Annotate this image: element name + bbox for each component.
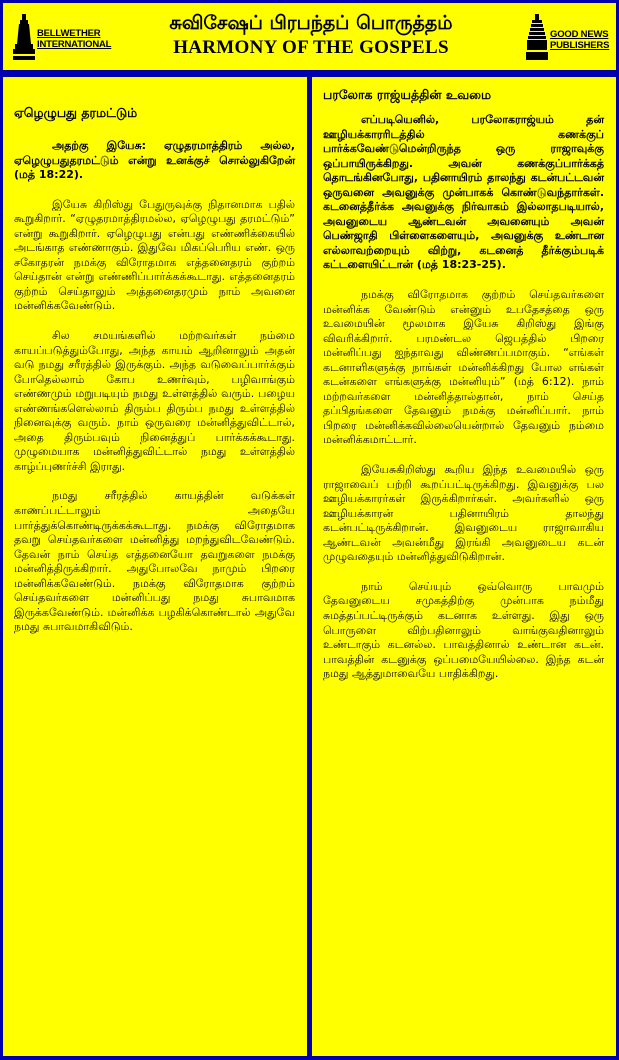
good-news-logo [520,7,612,66]
right-paragraph: நமக்கு விரோதமாக குற்றம் செய்தவர்களை மன்னிக்க வேண்டும் என்னும் உபதேசத்தை ஒரு உவமையின் மூலமாக இயேசு கிறிஸ்து இங்கு விவரிக்கிறார். பரமண்டல ஜெபத்தில் பிறரை மன்னிப்பது ஐந்தாவது விண்ணப்பமாகும். “எங்கள் கடனாளிகளுக்கு நாங்கள் மன்னிக்கிறது போல எங்கள் கடன்களை எங்களுக்கு மன்னியும்” (மத் 6:12). நாம் மற்றவர்களை மன்னித்தால்தான், நாம் செய்த தப்பிதங்களை தேவனும் நமக்கு மன்னிப்பார். நாம் பிறரை மன்னிக்கவில்லையென்றால் தேவனும் நம்மை மன்னிக்கமாட்டார். [323,288,604,447]
right-column [312,77,616,1056]
title-tamil: சுவிசேஷப் பிரபந்தப் பொருத்தம் [169,12,453,34]
left-paragraph: நமது சரீரத்தில் காயத்தின் வடுக்கள் காணப்பட்டாலும் அதையே பார்த்துக்கொண்டிருக்கக்கூடாது. நமக்கு விரோதமாக தவறு செய்தவர்களை மன்னித்து மறந்துவிடவேண்டும். தேவன் நாம் செய்த எத்தனையோ தவறுகளை நமக்கு மன்னித்திருக்கிறார். அதுபோலவே நாமும் பிறரை மன்னிக்கவேண்டும். நமக்கு விரோதமாக குற்றம் செய்தவர்களை மன்னிப்பது நமது சுபாவமாக இருக்கவேண்டும். மன்னிக்க பழகிக்கொண்டால் அதுவே நமது சுபாவமாகிவிடும். [14,489,295,634]
right-paragraph-verse: எப்படியெனில், பரலோகராஜ்யம் தன் ஊழியக்காரரிடத்தில் கணக்குப் பார்க்கவேண்டுமென்றிருந்த ஒரு ராஜாவுக்கு ஒப்பாயிருக்கிறது. அவன் கணக்குப்பார்க்கத் தொடங்கினபோது, பதினாயிரம் தாலந்து கடன்பட்டவன் ஒருவனை அவனுக்கு முன்பாகக் கொண்டுவந்தார்கள். கடனைத்தீர்க்க அவனுக்கு நிர்வாகம் இல்லாதபடியால், அவனுடைய ஆண்டவன் அவனையும் அவன் பெண்ஜாதி பிள்ளைகளையும், அவனுக்கு உண்டான எல்லாவற்றையும் விற்று, கடனைத் தீர்க்கும்படிக் கட்டளையிட்டான் (மத் 18:23-25). [323,113,604,272]
right-paragraph: இயேசுகிறிஸ்து கூறிய இந்த உவமையில் ஒரு ராஜாவைப் பற்றி கூறப்பட்டிருக்கிறது. இவனுக்கு பல ஊழியக்காரர்கள் இருக்கிறார்கள். அவர்களில் ஒரு ஊழியக்காரன் பதினாயிரம் தாலந்து கடன்பட்டிருக்கிறான். இவனுடைய ராஜாவாகிய ஆண்டவன் அவன்மீது இரங்கி அவனுடைய கடன் முழுவதையும் மன்னித்துவிடுகிறான். [323,463,604,564]
title-english: HARMONY OF THE GOSPELS [173,37,449,58]
logo-right-line2: PUBLISHERS [550,40,610,51]
left-paragraph-verse: அதற்கு இயேசு: ஏழுதரமாத்திரம் அல்ல, ஏழெழுபதுதரமட்டும் என்று உனக்குச் சொல்லுகிறேன் (மத் 18:22). [14,139,295,182]
title-block [106,7,516,66]
left-column-heading: ஏழெழுபது தரமட்டும் [14,105,138,120]
logo-left-line2: INTERNATIONAL [37,39,112,50]
left-paragraph: சில சமயங்களில் மற்றவர்கள் நம்மை காயப்படுத்தும்போது, அந்த காயம் ஆறினாலும் அதன் வடு நமது சரீரத்தில் இருக்கும். அந்த வடுவைப்பார்க்கும் போதெல்லாம் கோப உணர்வும், பழிவாங்கும் எண்ணமும் மறுபடியும் நமது உள்ளத்தில் வரும். பழைய எண்ணங்களெல்லாம் திரும்ப திரும்ப நமது உள்ளத்தில் நினைவுக்கு வரும். நாம் ஒருவரை மன்னித்துவிட்டால், அதை திரும்பவும் நினைத்துப் பார்க்கக்கூடாது. முழுமையாக மன்னித்துவிட்டால் நமது உள்ளத்தில் காழ்ப்புணர்ச்சி இராது. [14,329,295,473]
bellwether-tower-icon [13,14,35,60]
logo-right-line1: GOOD NEWS [550,29,609,40]
logo-left-line1: BELLWETHER [37,28,101,39]
left-paragraph: இயேசு கிறிஸ்து பேதுருவுக்கு நிதானமாக பதில் கூறுகிறார். “ஏழுதரமாத்திரமல்ல, ஏழெழுபது தரமட்டும்” என்று கூறுகிறார். ஏழெழுபது என்பது எண்ணிக்கையில் அடங்காத எண்ணாகும். இதுவே மிகப்பெரிய எண். ஒரு சகோதரன் நமக்கு விரோதமாக எத்தனைதரம் குற்றம் செய்தான் என்று எண்ணிப்பார்க்கக்கூடாது. எத்தனைதரம் குற்றம் செய்தாலும் அத்தனைதரமும் நாம் அவனை மன்னிக்கவேண்டும். [14,197,295,313]
good-news-tower-icon [526,14,548,60]
right-paragraph: நாம் செய்யும் ஒவ்வொரு பாவமும் தேவனுடைய சமுகத்திற்கு முன்பாக நம்மீது சுமத்தப்பட்டிருக்கும் கடனாக உள்ளது. இது ஒரு பொருளை விற்பதினாலும் வாங்குவதினாலும் உண்டாகும் கடனல்ல. பாவத்தினால் உண்டான கடன். பாவத்தின் கடனுக்கு ஒப்பமையேயில்லை. இந்த கடன் நமது ஆத்துமாவையே பாதிக்கிறது. [323,579,604,681]
header-banner [3,3,616,70]
left-column [3,77,307,1056]
bellwether-logo [7,7,112,66]
right-column-heading: பரலோக ராஜ்யத்தின் உவமை [323,87,492,102]
